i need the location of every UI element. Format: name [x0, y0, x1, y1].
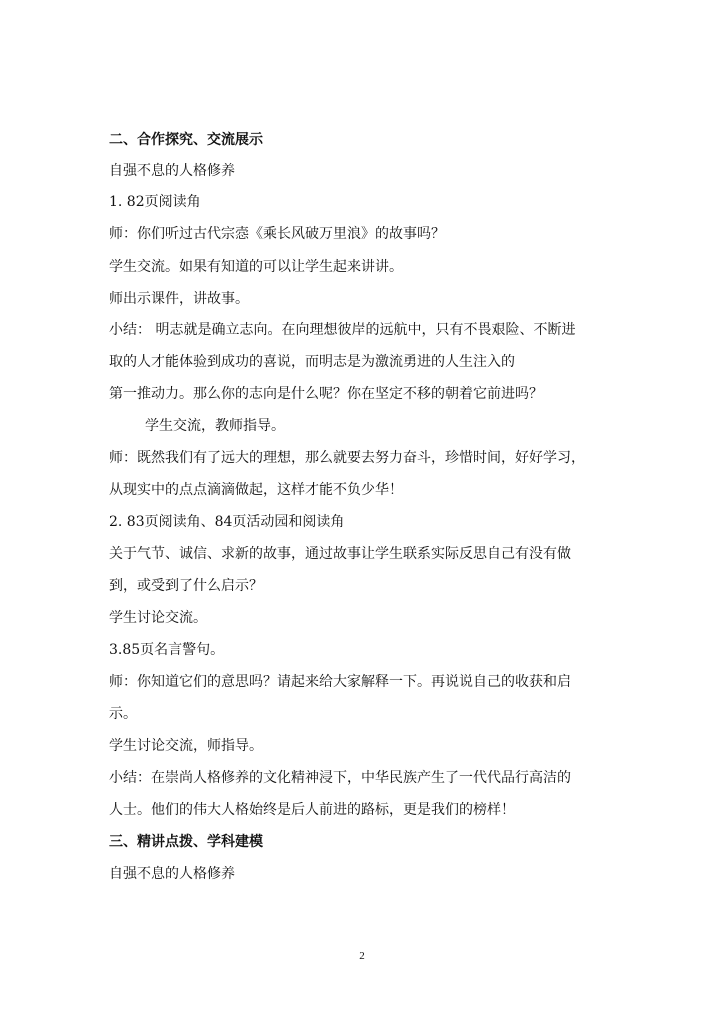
subheading-self-improvement: 自强不息的人格修养: [109, 866, 235, 882]
paragraph-line: 第一推动力。那么你的志向是什么呢？你在坚定不移的朝着它前进吗？: [109, 386, 543, 402]
paragraph-line: 学生交流。如果有知道的可以让学生起来讲讲。: [109, 259, 403, 275]
paragraph-line: 小结： 明志就是确立志向。在向理想彼岸的远航中，只有不畏艰险、不断进: [109, 322, 576, 338]
paragraph-line: 学生讨论交流。: [109, 610, 207, 626]
paragraph-line: 人士。他们的伟大人格始终是后人前进的路标，更是我们的榜样！: [109, 802, 515, 818]
paragraph-line: 师：既然我们有了远大的理想，那么就要去努力奋斗，珍惜时间，好好学习，: [109, 450, 585, 466]
list-item-reading-corner-82: 1. 82页阅读角: [109, 194, 201, 210]
page-number: 2: [359, 950, 365, 962]
paragraph-line: 学生讨论交流，师指导。: [109, 738, 263, 754]
paragraph-line: 从现实中的点点滴滴做起，这样才能不负少华！: [109, 482, 403, 498]
paragraph-line: 师：你知道它们的意思吗？请起来给大家解释一下。再说说自己的收获和启: [109, 674, 571, 690]
paragraph-line: 取的人才能体验到成功的喜说，而明志是为激流勇进的人生注入的: [109, 354, 515, 370]
paragraph-line: 小结：在崇尚人格修养的文化精神浸下，中华民族产生了一代代品行高洁的: [109, 770, 571, 786]
paragraph-line: 学生交流，教师指导。: [145, 418, 285, 434]
paragraph-line: 师：你们听过古代宗悫《乘长风破万里浪》的故事吗？: [109, 226, 445, 242]
paragraph-line: 到，或受到了什么启示？: [109, 578, 263, 594]
section-heading-cooperative-exploration: 二、合作探究、交流展示: [109, 132, 263, 148]
list-item-quotes-85: 3.85页名言警句。: [109, 642, 225, 658]
list-item-reading-corner-83-84: 2. 83页阅读角、84页活动园和阅读角: [109, 514, 345, 530]
paragraph-line: 关于气节、诚信、求新的故事，通过故事让学生联系实际反思自己有没有做: [109, 546, 571, 562]
subheading-self-improvement: 自强不息的人格修养: [109, 163, 235, 179]
section-heading-key-points: 三、精讲点拨、学科建模: [109, 834, 263, 850]
paragraph-line: 示。: [109, 706, 137, 722]
paragraph-line: 师出示课件，讲故事。: [109, 291, 249, 307]
